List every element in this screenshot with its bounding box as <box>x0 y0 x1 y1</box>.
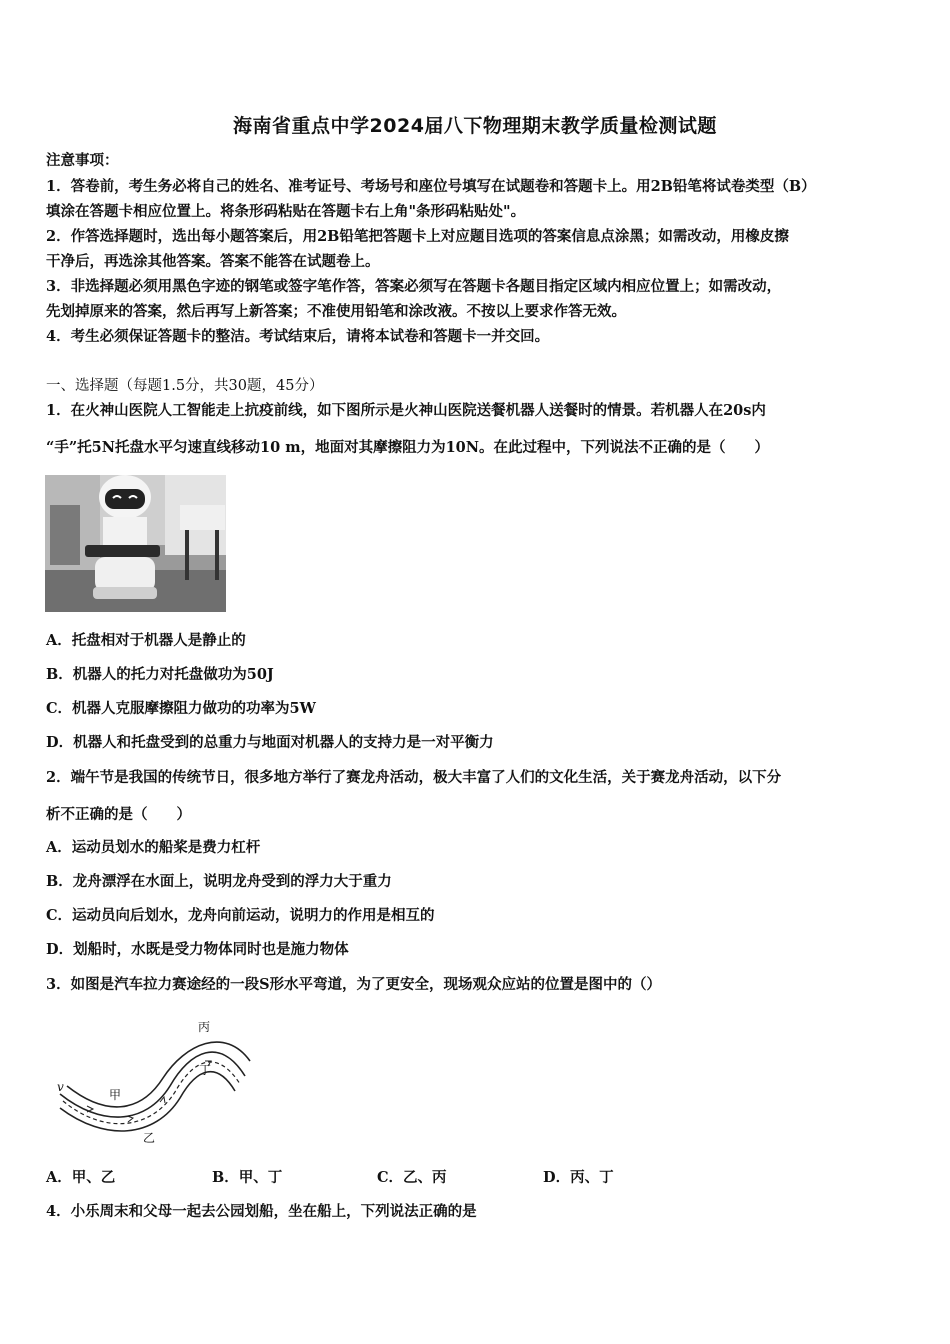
s-curve-road-figure <box>45 1016 260 1146</box>
notice-line: 2．作答选择题时，选出每小题答案后，用2B铅笔把答题卡上对应题目选项的答案信息点涂黑；如需改动，用橡皮擦 <box>46 228 789 245</box>
label-ding: 丁 <box>199 1063 212 1077</box>
q2-option-d: D．划船时，水既是受力物体同时也是施力物体 <box>46 941 349 958</box>
notice-line: 1．答卷前，考生务必将自己的姓名、准考证号、考场号和座位号填写在试题卷和答题卡上。用2B铅笔将试卷类型（B） <box>46 178 816 195</box>
label-bing: 丙 <box>198 1020 211 1034</box>
notice-line: 填涂在答题卡相应位置上。将条形码粘贴在答题卡右上角"条形码粘贴处"。 <box>46 203 526 220</box>
section-heading: 一、选择题（每题1.5分，共30题，45分） <box>46 378 324 394</box>
notice-heading: 注意事项： <box>46 152 119 169</box>
notice-line: 先划掉原来的答案，然后再写上新答案；不准使用铅笔和涂改液。不按以上要求作答无效。 <box>46 303 626 320</box>
q2-stem-line1: 2．端午节是我国的传统节日，很多地方举行了赛龙舟活动，极大丰富了人们的文化生活，关于赛龙舟活动，以下分 <box>46 769 782 786</box>
q3-option-c: C．乙、丙 <box>377 1169 447 1186</box>
q3-stem: 3．如图是汽车拉力赛途经的一段S形水平弯道，为了更安全，现场观众应站的位置是图中的（） <box>46 976 662 993</box>
q1-option-c: C．机器人克服摩擦阻力做功的功率为5W <box>46 700 316 717</box>
robot-photo <box>45 475 226 612</box>
label-jia: 甲 <box>109 1088 122 1102</box>
q2-option-c: C．运动员向后划水，龙舟向前运动，说明力的作用是相互的 <box>46 907 435 924</box>
q3-option-b: B．甲、丁 <box>212 1169 283 1186</box>
q1-option-b: B．机器人的托力对托盘做功为50J <box>46 666 274 683</box>
q3-option-d: D．丙、丁 <box>543 1169 614 1186</box>
q1-stem-line1: 1．在火神山医院人工智能走上抗疫前线，如下图所示是火神山医院送餐机器人送餐时的情景。若机器人在20s内 <box>46 402 766 419</box>
notice-line: 4．考生必须保证答题卡的整洁。考试结束后，请将本试卷和答题卡一并交回。 <box>46 328 550 345</box>
notice-line: 3．非选择题必须用黑色字迹的钢笔或签字笔作答，答案必须写在答题卡各题目指定区域内相应位置上；如需改动， <box>46 278 782 295</box>
exam-title: 海南省重点中学2024届八下物理期末教学质量检测试题 <box>233 115 717 137</box>
q3-option-a: A．甲、乙 <box>46 1169 116 1186</box>
notice-line: 干净后，再选涂其他答案。答案不能答在试题卷上。 <box>46 253 380 270</box>
label-v: v <box>57 1080 64 1094</box>
q1-stem-line2: “手”托5N托盘水平匀速直线移动10 m，地面对其摩擦阻力为10N。在此过程中，下列说法不正确的是（ ） <box>46 439 770 456</box>
q2-option-a: A．运动员划水的船桨是费力杠杆 <box>46 839 261 856</box>
q2-stem-line2: 析不正确的是（ ） <box>46 806 191 823</box>
q1-option-d: D．机器人和托盘受到的总重力与地面对机器人的支持力是一对平衡力 <box>46 734 494 751</box>
q4-stem: 4．小乐周末和父母一起去公园划船，坐在船上，下列说法正确的是 <box>46 1203 477 1220</box>
q2-option-b: B．龙舟漂浮在水面上，说明龙舟受到的浮力大于重力 <box>46 873 392 890</box>
label-yi: 乙 <box>143 1131 156 1145</box>
q1-option-a: A．托盘相对于机器人是静止的 <box>46 632 246 649</box>
